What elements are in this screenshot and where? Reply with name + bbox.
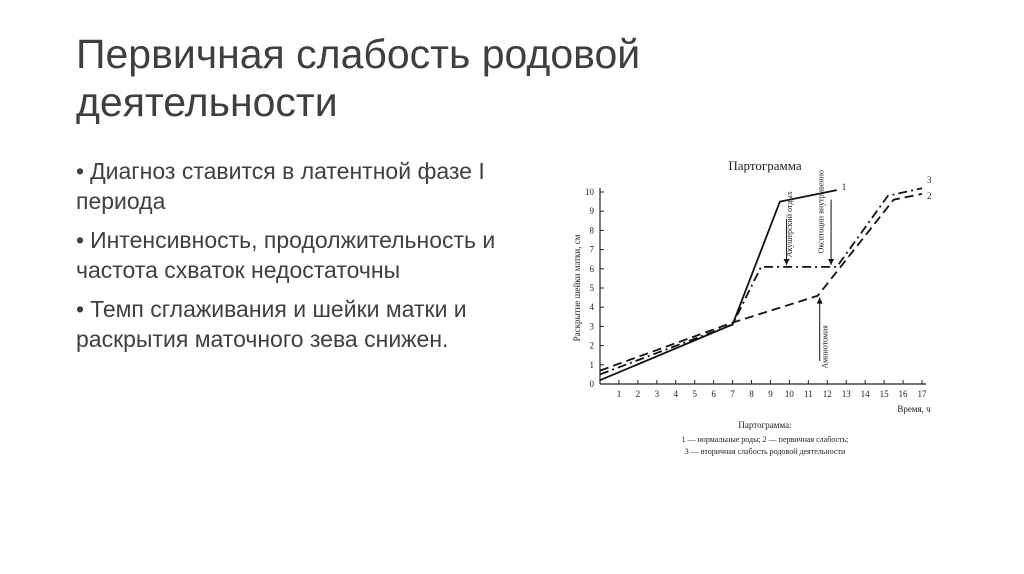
annotation-oxytocin: Окситоцин внутривенно — [816, 170, 826, 254]
chart-title: Партограмма — [728, 158, 802, 173]
y-axis-label: Раскрытие шейки матки, см — [572, 234, 582, 342]
series-label-3: 3 — [927, 175, 932, 186]
annotation-arrow-rest-head — [784, 259, 790, 265]
x-tick-label: 4 — [673, 389, 679, 399]
bullet-list — [76, 156, 516, 363]
annotation-rest: Акушерский отдых — [785, 191, 795, 258]
y-tick-label: 1 — [589, 359, 594, 370]
series-label-1: 1 — [841, 182, 847, 193]
annotation-amniotomy: Амниотомия — [820, 325, 830, 369]
bullet-item: • Интенсивность, продолжительность и частота схваток недостаточны — [76, 227, 496, 283]
x-tick-label: 1 — [616, 389, 622, 399]
bullet-item: • Диагноз ставится в латентной фазе I периода — [76, 158, 485, 214]
x-tick-label: 2 — [635, 389, 641, 399]
slide-title: Первичная слабость родовой деятельности — [76, 31, 641, 125]
series-line-3 — [600, 188, 922, 374]
y-tick-label: 4 — [589, 302, 594, 313]
y-tick-label: 2 — [589, 340, 594, 351]
x-tick-label: 10 — [784, 389, 794, 399]
y-tick-label: 6 — [589, 263, 594, 274]
legend-heading: Партограмма: — [738, 420, 792, 430]
legend-line-2: 3 — вторичная слабость родовой деятельности — [684, 447, 846, 456]
y-tick-label: 10 — [585, 187, 594, 197]
y-tick-label: 9 — [589, 206, 594, 217]
legend-line-1: 1 — нормальные роды; 2 — первичная слабость; — [681, 435, 849, 444]
x-tick-label: 13 — [841, 389, 851, 399]
x-tick-label: 9 — [768, 389, 773, 399]
bullet-item: • Темп сглаживания и шейки матки и раскрытия маточного зева снижен. — [76, 296, 467, 352]
x-tick-label: 12 — [822, 389, 832, 399]
x-axis-label: Время, ч — [897, 404, 931, 414]
x-tick-label: 7 — [730, 389, 735, 399]
x-tick-label: 5 — [692, 389, 697, 399]
x-tick-label: 11 — [804, 389, 813, 399]
series-label-2: 2 — [927, 190, 932, 201]
x-tick-label: 16 — [898, 389, 908, 399]
y-tick-label: 0 — [589, 379, 594, 389]
annotation-arrow-amniotomy-head — [817, 298, 823, 304]
bullet-text: Интенсивность, продолжительность и частота схваток недостаточны — [76, 227, 496, 283]
bullet-text: Темп сглаживания и шейки матки и раскрытия маточного зева снижен. — [76, 296, 467, 352]
annotation-arrow-oxytocin-head — [828, 259, 834, 265]
y-tick-label: 5 — [589, 283, 594, 293]
x-tick-label: 15 — [879, 389, 889, 399]
partogram-chart — [560, 150, 960, 470]
y-tick-label: 3 — [589, 321, 594, 332]
series-line-2 — [600, 194, 922, 371]
x-tick-label: 14 — [860, 389, 870, 399]
y-tick-label: 8 — [589, 225, 594, 236]
x-tick-label: 6 — [711, 389, 716, 399]
x-tick-label: 17 — [917, 389, 927, 399]
bullet-text: Диагноз ставится в латентной фазе I периода — [76, 158, 485, 214]
x-tick-label: 8 — [749, 389, 754, 399]
x-tick-label: 3 — [654, 389, 660, 399]
y-tick-label: 7 — [589, 244, 594, 255]
series-line-1 — [600, 190, 837, 380]
